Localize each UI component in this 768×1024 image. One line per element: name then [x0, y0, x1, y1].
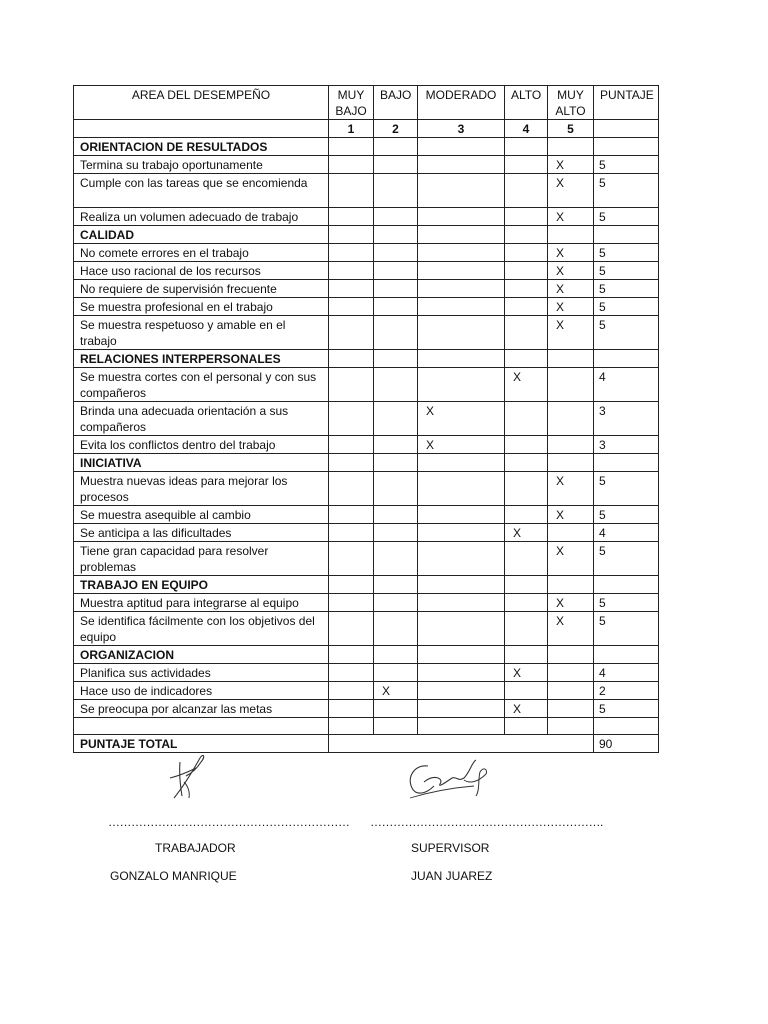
score-cell: 4 [594, 524, 659, 542]
section-title: INICIATIVA [74, 454, 329, 472]
rating-mark: X [505, 700, 548, 718]
rating-cell [505, 472, 548, 506]
criterion-row [74, 280, 659, 298]
rating-cell [418, 262, 505, 280]
column-header-text: MUY [337, 88, 365, 102]
section-row [74, 226, 659, 244]
rating-cell [374, 402, 418, 436]
score-cell: 3 [594, 402, 659, 436]
rating-cell [329, 262, 374, 280]
criterion-row [74, 700, 659, 718]
rating-cell [329, 402, 374, 436]
rating-cell [329, 298, 374, 316]
criterion-label: No comete errores en el trabajo [74, 244, 329, 262]
rating-mark: X [548, 612, 594, 646]
rating-cell [329, 280, 374, 298]
column-header-text: BAJO [335, 104, 367, 118]
rating-cell [374, 298, 418, 316]
criterion-label: Evita los conflictos dentro del trabajo [74, 436, 329, 454]
supervisor-name: JUAN JUAREZ [411, 869, 493, 883]
supervisor-role-label: SUPERVISOR [411, 841, 490, 855]
rating-cell [505, 576, 548, 594]
section-title: CALIDAD [74, 226, 329, 244]
scale-cell-empty [74, 120, 329, 138]
worker-name: GONZALO MANRIQUE [110, 869, 237, 883]
section-row [74, 646, 659, 664]
criterion-row [74, 612, 659, 646]
rating-cell [374, 576, 418, 594]
rating-cell [329, 316, 374, 350]
criterion-row [74, 316, 659, 350]
signature-line-trabajador: ……………………………………………………… [108, 815, 350, 829]
rating-cell [548, 454, 594, 472]
scale-number: 2 [374, 120, 418, 138]
column-header-level-5 [548, 86, 594, 120]
criterion-row [74, 436, 659, 454]
rating-mark: X [548, 208, 594, 226]
scale-number: 5 [548, 120, 594, 138]
rating-cell [374, 138, 418, 156]
column-header-text: ALTO [555, 104, 586, 118]
score-cell: 5 [594, 298, 659, 316]
rating-cell [505, 244, 548, 262]
score-cell: 5 [594, 280, 659, 298]
rating-cell [548, 524, 594, 542]
rating-cell [374, 646, 418, 664]
criterion-row [74, 244, 659, 262]
criterion-label: No requiere de supervisión frecuente [74, 280, 329, 298]
rating-cell [329, 718, 374, 735]
rating-cell [548, 138, 594, 156]
rating-cell [418, 350, 505, 368]
rating-mark: X [548, 472, 594, 506]
rating-cell [505, 594, 548, 612]
section-title: ORIENTACION DE RESULTADOS [74, 138, 329, 156]
rating-cell [505, 506, 548, 524]
rating-mark: X [505, 664, 548, 682]
signature-trabajador [160, 748, 220, 808]
rating-cell [418, 700, 505, 718]
rating-mark: X [548, 174, 594, 208]
rating-mark: X [505, 524, 548, 542]
rating-cell [418, 682, 505, 700]
rating-mark: X [548, 506, 594, 524]
rating-cell [505, 208, 548, 226]
score-cell [594, 646, 659, 664]
rating-cell [329, 472, 374, 506]
rating-cell [374, 208, 418, 226]
rating-cell [374, 280, 418, 298]
score-cell: 5 [594, 542, 659, 576]
rating-cell [374, 174, 418, 208]
rating-mark: X [548, 542, 594, 576]
rating-cell [374, 718, 418, 735]
rating-cell [505, 138, 548, 156]
rating-cell [418, 646, 505, 664]
criterion-label: Se anticipa a las dificultades [74, 524, 329, 542]
rating-cell [505, 262, 548, 280]
criterion-label: Se preocupa por alcanzar las metas [74, 700, 329, 718]
criterion-row [74, 594, 659, 612]
rating-cell [505, 436, 548, 454]
rating-cell [548, 350, 594, 368]
worker-role-label: TRABAJADOR [155, 841, 236, 855]
rating-cell [329, 646, 374, 664]
score-cell: 5 [594, 316, 659, 350]
section-title: TRABAJO EN EQUIPO [74, 576, 329, 594]
rating-cell [505, 542, 548, 576]
section-title: RELACIONES INTERPERSONALES [74, 350, 329, 368]
rating-cell [548, 436, 594, 454]
column-header-level-4 [505, 86, 548, 120]
section-row [74, 138, 659, 156]
rating-cell [505, 682, 548, 700]
score-cell: 5 [594, 208, 659, 226]
rating-cell [505, 718, 548, 735]
rating-mark: X [548, 594, 594, 612]
rating-cell [329, 594, 374, 612]
rating-cell [374, 524, 418, 542]
criterion-row [74, 506, 659, 524]
criterion-label: Hace uso racional de los recursos [74, 262, 329, 280]
total-label: PUNTAJE TOTAL [74, 735, 329, 753]
criterion-row [74, 368, 659, 402]
rating-cell [548, 682, 594, 700]
criterion-label: Cumple con las tareas que se encomienda [74, 174, 329, 208]
criterion-row [74, 524, 659, 542]
rating-cell [418, 664, 505, 682]
rating-cell [374, 700, 418, 718]
score-cell: 5 [594, 156, 659, 174]
criterion-label: Se identifica fácilmente con los objetivos del equipo [74, 612, 329, 646]
score-cell: 5 [594, 612, 659, 646]
rating-cell [329, 174, 374, 208]
rating-cell [548, 226, 594, 244]
total-merged-cell [329, 735, 594, 753]
criterion-row [74, 402, 659, 436]
score-cell [594, 576, 659, 594]
rating-cell [329, 138, 374, 156]
score-cell: 5 [594, 174, 659, 208]
score-cell: 5 [594, 472, 659, 506]
rating-cell [329, 156, 374, 174]
rating-cell [329, 454, 374, 472]
score-cell [594, 226, 659, 244]
score-cell: 4 [594, 664, 659, 682]
criterion-label [74, 718, 329, 735]
rating-cell [505, 350, 548, 368]
score-cell: 2 [594, 682, 659, 700]
scale-number: 1 [329, 120, 374, 138]
criterion-row [74, 208, 659, 226]
criterion-row [74, 472, 659, 506]
rating-mark: X [548, 262, 594, 280]
scale-cell-empty [594, 120, 659, 138]
rating-cell [505, 174, 548, 208]
criterion-label: Hace uso de indicadores [74, 682, 329, 700]
rating-cell [505, 646, 548, 664]
rating-cell [329, 350, 374, 368]
rating-cell [505, 316, 548, 350]
rating-cell [329, 664, 374, 682]
scale-number: 4 [505, 120, 548, 138]
rating-cell [418, 316, 505, 350]
column-header-area: AREA DEL DESEMPEÑO [74, 86, 329, 120]
rating-mark: X [374, 682, 418, 700]
criterion-label: Brinda una adecuada orientación a sus compañeros [74, 402, 329, 436]
rating-cell [418, 454, 505, 472]
criterion-label: Tiene gran capacidad para resolver problemas [74, 542, 329, 576]
score-cell: 5 [594, 594, 659, 612]
rating-mark: X [418, 436, 505, 454]
rating-cell [505, 226, 548, 244]
rating-cell [418, 226, 505, 244]
criterion-label: Muestra aptitud para integrarse al equipo [74, 594, 329, 612]
rating-cell [505, 612, 548, 646]
criterion-row [74, 298, 659, 316]
scale-row [74, 120, 659, 138]
rating-cell [548, 718, 594, 735]
criterion-label: Se muestra asequible al cambio [74, 506, 329, 524]
rating-cell [505, 156, 548, 174]
column-header-level-1 [329, 86, 374, 120]
column-header-text: MODERADO [425, 88, 497, 102]
rating-cell [418, 208, 505, 226]
criterion-label: Planifica sus actividades [74, 664, 329, 682]
criterion-row [74, 542, 659, 576]
rating-cell [329, 612, 374, 646]
rating-cell [418, 280, 505, 298]
rating-cell [548, 700, 594, 718]
column-header-level-2 [374, 86, 418, 120]
rating-cell [329, 576, 374, 594]
column-header-text: MUY [557, 88, 584, 102]
section-row [74, 350, 659, 368]
score-cell [594, 138, 659, 156]
rating-cell [505, 280, 548, 298]
rating-cell [418, 612, 505, 646]
score-cell: 5 [594, 262, 659, 280]
rating-cell [374, 542, 418, 576]
rating-cell [418, 368, 505, 402]
column-header-level-3 [418, 86, 505, 120]
rating-cell [374, 244, 418, 262]
rating-cell [374, 262, 418, 280]
score-cell [594, 718, 659, 735]
rating-cell [374, 612, 418, 646]
rating-cell [374, 436, 418, 454]
rating-cell [418, 298, 505, 316]
rating-mark: X [418, 402, 505, 436]
rating-cell [548, 402, 594, 436]
rating-mark: X [548, 280, 594, 298]
rating-cell [374, 316, 418, 350]
criterion-row [74, 664, 659, 682]
total-score: 90 [594, 735, 659, 753]
rating-mark: X [548, 156, 594, 174]
column-header-text: BAJO [380, 88, 412, 102]
score-cell: 5 [594, 506, 659, 524]
criterion-label: Se muestra profesional en el trabajo [74, 298, 329, 316]
header-row [74, 86, 659, 120]
rating-cell [418, 472, 505, 506]
criterion-label: Muestra nuevas ideas para mejorar los procesos [74, 472, 329, 506]
rating-cell [329, 244, 374, 262]
rating-cell [329, 436, 374, 454]
rating-cell [374, 594, 418, 612]
rating-cell [548, 664, 594, 682]
rating-cell [329, 682, 374, 700]
score-cell [594, 454, 659, 472]
rating-cell [505, 402, 548, 436]
criterion-row [74, 156, 659, 174]
column-header-text: ALTO [511, 88, 542, 102]
rating-cell [329, 700, 374, 718]
rating-mark: X [548, 298, 594, 316]
criterion-label: Termina su trabajo oportunamente [74, 156, 329, 174]
criterion-row [74, 174, 659, 208]
rating-cell [548, 646, 594, 664]
rating-mark: X [505, 368, 548, 402]
rating-cell [374, 226, 418, 244]
score-cell: 5 [594, 244, 659, 262]
rating-cell [418, 524, 505, 542]
rating-cell [548, 576, 594, 594]
rating-cell [418, 594, 505, 612]
score-cell: 4 [594, 368, 659, 402]
rating-cell [374, 368, 418, 402]
criterion-row [74, 682, 659, 700]
evaluation-table [73, 85, 659, 753]
section-row [74, 454, 659, 472]
rating-cell [374, 156, 418, 174]
rating-cell [418, 174, 505, 208]
rating-cell [329, 226, 374, 244]
section-title: ORGANIZACION [74, 646, 329, 664]
rating-cell [505, 454, 548, 472]
rating-cell [418, 718, 505, 735]
section-row [74, 576, 659, 594]
score-cell: 5 [594, 700, 659, 718]
rating-cell [374, 472, 418, 506]
rating-cell [329, 368, 374, 402]
rating-mark: X [548, 244, 594, 262]
rating-cell [374, 506, 418, 524]
criterion-row [74, 262, 659, 280]
rating-cell [374, 664, 418, 682]
score-cell: 3 [594, 436, 659, 454]
scale-number: 3 [418, 120, 505, 138]
rating-cell [418, 542, 505, 576]
score-cell [594, 350, 659, 368]
rating-cell [329, 524, 374, 542]
column-header-puntaje: PUNTAJE [594, 86, 659, 120]
criterion-label: Se muestra respetuoso y amable en el trabajo [74, 316, 329, 350]
rating-cell [418, 244, 505, 262]
rating-cell [329, 506, 374, 524]
rating-cell [505, 298, 548, 316]
rating-cell [418, 156, 505, 174]
rating-cell [418, 506, 505, 524]
rating-cell [329, 208, 374, 226]
criterion-label: Realiza un volumen adecuado de trabajo [74, 208, 329, 226]
rating-cell [329, 542, 374, 576]
blank-row [74, 718, 659, 735]
signature-line-supervisor: ……………………………………………………. [370, 815, 603, 829]
rating-cell [374, 454, 418, 472]
criterion-label: Se muestra cortes con el personal y con sus compañeros [74, 368, 329, 402]
rating-cell [548, 368, 594, 402]
signature-supervisor [400, 752, 495, 807]
rating-mark: X [548, 316, 594, 350]
rating-cell [374, 350, 418, 368]
rating-cell [418, 576, 505, 594]
rating-cell [418, 138, 505, 156]
